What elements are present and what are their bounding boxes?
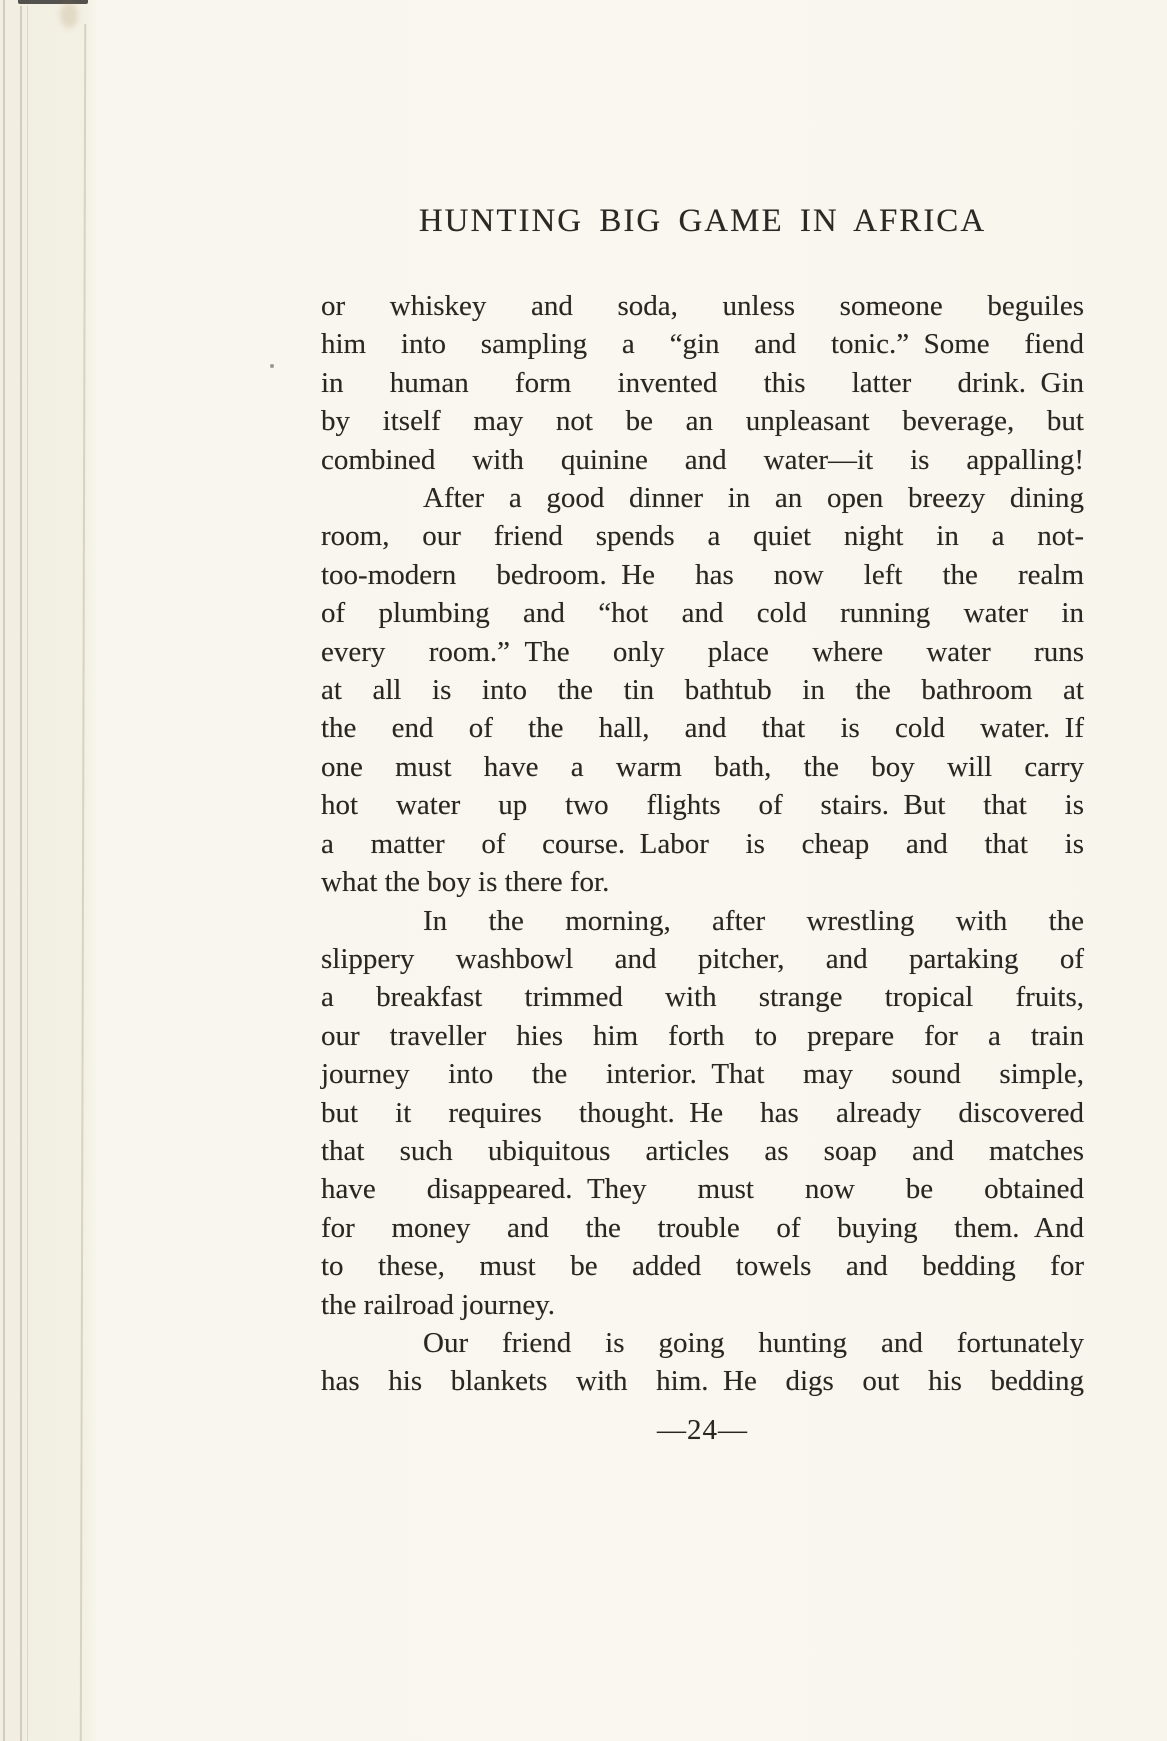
text-line: at all is into the tin bathtub in the bathroom at: [321, 674, 1084, 707]
text-line: by itself may not be an unpleasant beverage, but: [321, 405, 1084, 438]
text-line: to these, must be added towels and bedding for: [321, 1250, 1084, 1283]
page-stack-edge-line: [3, 0, 5, 1741]
text-line: our traveller hies him forth to prepare for a train: [321, 1019, 1084, 1052]
text-line: combined with quinine and water—it is appalling!: [321, 443, 1084, 476]
running-head-title: HUNTING BIG GAME IN AFRICA: [418, 203, 987, 239]
scan-smudge: [60, 2, 78, 28]
text-line: In the morning, after wrestling with the: [423, 904, 1084, 937]
text-line: in human form invented this latter drink. Gin: [321, 366, 1084, 399]
text-line: him into sampling a “gin and tonic.” Some fiend: [321, 328, 1084, 361]
text-line: Our friend is going hunting and fortunately: [423, 1326, 1084, 1359]
paragraph-3: [321, 902, 1084, 1324]
page-stack-edge-line: [20, 6, 22, 1741]
page-fold-edge-line: [80, 24, 86, 1741]
text-line: the railroad journey.: [321, 1288, 556, 1321]
text-line: too-modern bedroom. He has now left the realm: [321, 558, 1084, 591]
text-line: every room.” The only place where water runs: [321, 635, 1084, 668]
text-line: of plumbing and “hot and cold running water in: [321, 597, 1084, 630]
text-line: hot water up two flights of stairs. But that is: [321, 789, 1084, 822]
text-line: or whiskey and soda, unless someone beguiles: [321, 290, 1084, 322]
paragraph-4: [321, 1324, 1084, 1401]
text-line: After a good dinner in an open breezy dining: [423, 482, 1084, 515]
scan-top-dark-streak: [18, 0, 88, 4]
text-line: that such ubiquitous articles as soap and matches: [321, 1134, 1084, 1167]
text-line: room, our friend spends a quiet night in a not-: [321, 520, 1084, 553]
text-line: one must have a warm bath, the boy will carry: [321, 750, 1084, 783]
page-stack-edge-line: [27, 6, 28, 1741]
text-line: for money and the trouble of buying them. And: [321, 1211, 1084, 1244]
text-line: have disappeared. They must now be obtained: [321, 1173, 1084, 1206]
text-line: has his blankets with him. He digs out his bedding: [321, 1365, 1084, 1398]
text-line: a matter of course. Labor is cheap and that is: [321, 827, 1084, 860]
text-line: slippery washbowl and pitcher, and partaking of: [321, 942, 1084, 975]
text-line: journey into the interior. That may sound simple,: [321, 1058, 1084, 1091]
text-line: what the boy is there for.: [321, 866, 610, 899]
paragraph-1: [321, 287, 1084, 479]
page-number: —24—: [657, 1414, 748, 1446]
text-line: but it requires thought. He has already discovered: [321, 1096, 1084, 1129]
scan-speck: [270, 364, 274, 368]
text-line: a breakfast trimmed with strange tropical fruits,: [321, 981, 1084, 1014]
body-text: [321, 287, 1084, 1401]
text-line: the end of the hall, and that is cold water. If: [321, 712, 1084, 745]
paragraph-2: [321, 479, 1084, 901]
